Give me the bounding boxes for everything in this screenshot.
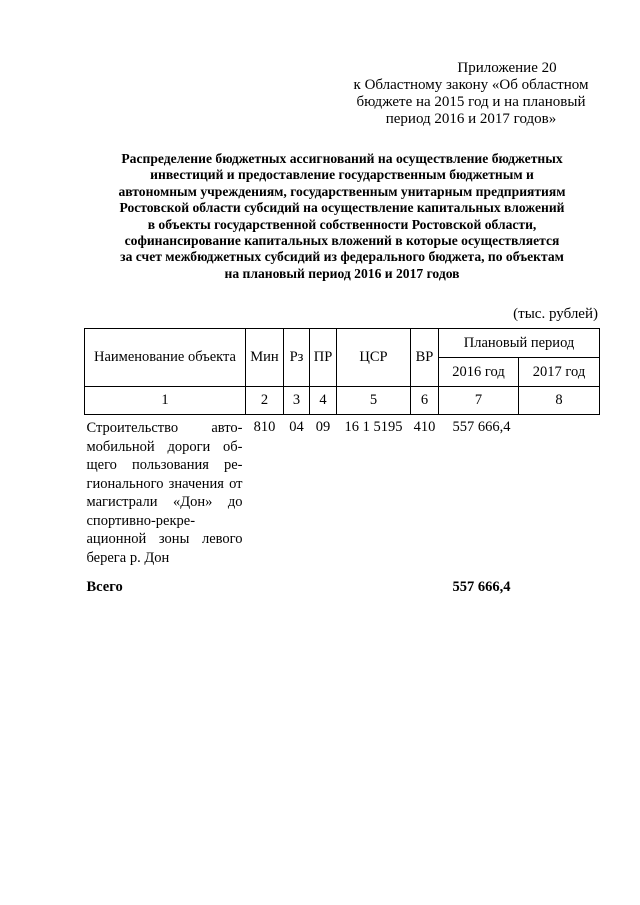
- column-number: 7: [439, 387, 519, 415]
- cell-csr: 16 1 5195: [344, 419, 403, 435]
- header-min: Мин: [246, 329, 284, 387]
- document-title: [84, 151, 600, 282]
- cell-min: 810: [253, 419, 276, 435]
- column-number: 3: [284, 387, 310, 415]
- header-rz: Рз: [284, 329, 310, 387]
- column-number: 2: [246, 387, 284, 415]
- cell-vr: 410: [413, 419, 436, 435]
- column-numbers-row: [85, 387, 600, 415]
- cell-2017: [519, 415, 600, 568]
- header-planned-period: Плановый период: [439, 329, 600, 358]
- units-label: (тыс. рублей): [513, 306, 598, 322]
- column-number: 4: [310, 387, 337, 415]
- cell-rz: 04: [289, 419, 304, 435]
- title-line: софинансирование капитальных вложений в которые осуществляется: [124, 233, 560, 249]
- column-number: 5: [337, 387, 411, 415]
- title-line: на плановый период 2016 и 2017 годов: [224, 265, 460, 281]
- total-2017: [519, 567, 600, 596]
- header-csr: ЦСР: [337, 329, 411, 387]
- header-pr: ПР: [310, 329, 337, 387]
- column-number: 1: [85, 387, 246, 415]
- appendix-line-3: период 2016 и 2017 годов»: [385, 111, 557, 127]
- appendix-number: Приложение 20: [457, 60, 557, 76]
- total-2016: 557 666,4: [452, 579, 511, 595]
- header-vr: ВР: [411, 329, 439, 387]
- total-row: [85, 567, 600, 596]
- appendix-line-1: к Областному закону «Об областном: [353, 77, 589, 93]
- title-line: за счет межбюджетных субсидий из федерального бюджета, по объектам: [120, 249, 564, 265]
- title-line: Ростовской области субсидий на осуществление капитальных вложений: [119, 200, 565, 216]
- cell-pr: 09: [315, 419, 331, 435]
- header-2017: 2017 год: [519, 358, 600, 387]
- title-line: автономным учреждениям, государственным унитарным предприятиям: [118, 183, 566, 199]
- object-name: Строительство авто-мобильной дороги об-щего пользования ре-гионального значения от магистрали «Дон» до спортивно-рекре-ационной зоны левого берега р. Дон: [86, 420, 243, 566]
- title-line: инвестиций и предоставление государственным бюджетным и: [150, 167, 534, 183]
- title-line: в объекты государственной собственности Ростовской области,: [147, 216, 537, 232]
- header-name: Наименование объекта: [85, 329, 246, 387]
- column-number: 6: [411, 387, 439, 415]
- budget-table: [84, 328, 600, 596]
- column-number: 8: [519, 387, 600, 415]
- cell-2016: 557 666,4: [452, 419, 511, 435]
- header-2016: 2016 год: [439, 358, 519, 387]
- appendix-line-2: бюджете на 2015 год и на плановый: [356, 94, 586, 110]
- table-row: [85, 415, 600, 568]
- title-line: Распределение бюджетных ассигнований на осуществление бюджетных: [121, 151, 563, 166]
- total-label: Всего: [86, 579, 123, 595]
- appendix-header: [340, 60, 602, 128]
